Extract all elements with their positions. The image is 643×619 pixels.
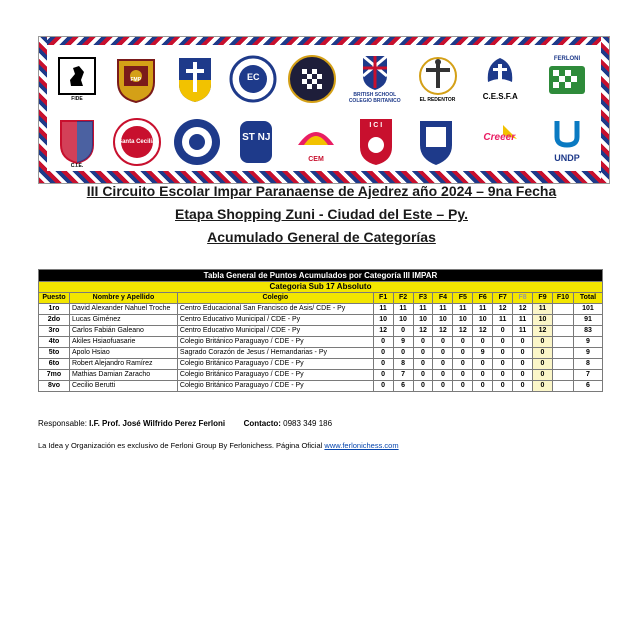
cell-f2: 11	[393, 304, 413, 315]
cell-f1: 10	[373, 315, 393, 326]
cell-f4: 0	[433, 348, 453, 359]
cell-f9: 11	[533, 304, 553, 315]
cell-total: 101	[573, 304, 602, 315]
cell-puesto: 8vo	[39, 381, 70, 392]
ferloni-logo: FERLONI	[537, 52, 597, 106]
cell-f2: 9	[393, 337, 413, 348]
category-label: Categoria Sub 17 Absoluto	[39, 282, 603, 293]
cell-f2: 0	[393, 348, 413, 359]
table-row	[39, 337, 603, 348]
cell-f10	[552, 326, 573, 337]
cell-f9: 12	[533, 326, 553, 337]
col-header-f5: F5	[453, 293, 473, 304]
cell-total: 9	[573, 348, 602, 359]
cell-total: 6	[573, 381, 602, 392]
col-header-f10: F10	[552, 293, 573, 304]
col-header-f3: F3	[413, 293, 433, 304]
cell-f8: 0	[513, 370, 533, 381]
cell-f8: 11	[513, 315, 533, 326]
page-title: III Circuito Escolar Impar Paranaense de Ajedrez año 2024 – 9na Fecha	[86, 183, 557, 199]
banner-stripe-top	[39, 37, 609, 45]
cell-f4: 10	[433, 315, 453, 326]
cell-puesto: 2do	[39, 315, 70, 326]
logo-row-1	[51, 49, 597, 109]
cell-f3: 10	[413, 315, 433, 326]
cell-f5: 0	[453, 359, 473, 370]
cell-f6: 9	[473, 348, 493, 359]
cell-f6: 10	[473, 315, 493, 326]
col-header-f1: F1	[373, 293, 393, 304]
cell-f10	[552, 359, 573, 370]
cell-f3: 0	[413, 348, 433, 359]
cell-f1: 0	[373, 348, 393, 359]
cell-puesto: 4to	[39, 337, 70, 348]
cell-f3: 0	[413, 359, 433, 370]
cell-f8: 11	[513, 326, 533, 337]
cell-f2: 6	[393, 381, 413, 392]
cell-f9: 0	[533, 337, 553, 348]
cell-f6: 12	[473, 326, 493, 337]
table-row	[39, 359, 603, 370]
contact-label: Contacto:	[243, 419, 281, 428]
cell-f4: 0	[433, 359, 453, 370]
cesfa-logo: C.E.S.F.A	[470, 52, 530, 106]
banner-stripe-left	[39, 37, 47, 183]
col-header-f7: F7	[493, 293, 513, 304]
col-header-puesto: Puesto	[39, 293, 70, 304]
cell-f4: 0	[433, 337, 453, 348]
cell-f6: 11	[473, 304, 493, 315]
cell-colegio: Centro Educacional San Francisco de Asis/ CDE - Py	[177, 304, 373, 315]
cell-f9: 0	[533, 370, 553, 381]
ec-logo: EC	[227, 52, 279, 106]
cell-f7: 0	[493, 359, 513, 370]
cell-nombre: Lucas Giménez	[69, 315, 177, 326]
logo-row-2	[51, 113, 597, 171]
cell-puesto: 1ro	[39, 304, 70, 315]
cell-f5: 10	[453, 315, 473, 326]
cell-f5: 0	[453, 381, 473, 392]
cell-f4: 12	[433, 326, 453, 337]
cell-colegio: Sagrado Corazón de Jesus / Hernandarias - Py	[177, 348, 373, 359]
cell-total: 83	[573, 326, 602, 337]
shield-school-logo	[410, 115, 462, 169]
cell-f5: 12	[453, 326, 473, 337]
cell-f9: 10	[533, 315, 553, 326]
cell-f10	[552, 370, 573, 381]
table-row	[39, 381, 603, 392]
colegio-cielo-logo	[171, 115, 223, 169]
cell-f1: 0	[373, 381, 393, 392]
cell-f6: 0	[473, 381, 493, 392]
cell-f7: 0	[493, 348, 513, 359]
table-row	[39, 315, 603, 326]
section-title: Acumulado General de Categorías	[207, 229, 436, 245]
cell-f3: 0	[413, 370, 433, 381]
cell-f7: 0	[493, 381, 513, 392]
col-header-f4: F4	[433, 293, 453, 304]
cell-f10	[552, 304, 573, 315]
cell-f10	[552, 348, 573, 359]
cell-colegio: Colegio Británico Paraguayo / CDE - Py	[177, 337, 373, 348]
cell-f7: 0	[493, 326, 513, 337]
cell-f4: 0	[433, 381, 453, 392]
fmp-logo: FMP	[110, 52, 162, 106]
cell-f2: 7	[393, 370, 413, 381]
responsible-line	[38, 419, 332, 428]
cell-nombre: David Alexander Nahuel Troche	[69, 304, 177, 315]
cell-total: 91	[573, 315, 602, 326]
cell-colegio: Centro Educativo Municipal / CDE - Py	[177, 315, 373, 326]
table-caption: Tabla General de Puntos Acumulados por Categoría III IMPAR	[39, 270, 603, 282]
cell-nombre: Akiles Hsiaofuasarie	[69, 337, 177, 348]
organization-note	[38, 441, 399, 450]
responsible-name: I.F. Prof. José Wilfrido Perez Ferloni	[89, 419, 226, 428]
cell-f1: 0	[373, 370, 393, 381]
undp-logo: UNDP	[537, 115, 597, 169]
cell-puesto: 6to	[39, 359, 70, 370]
col-header-colegio: Colegio	[177, 293, 373, 304]
col-header-f9: F9	[533, 293, 553, 304]
col-header-f8: F8	[513, 293, 533, 304]
cell-f3: 0	[413, 337, 433, 348]
cell-f5: 0	[453, 348, 473, 359]
banner-stripe-right	[601, 37, 609, 183]
cell-f2: 10	[393, 315, 413, 326]
cell-f10	[552, 381, 573, 392]
el-redentor-logo: EL REDENTOR	[412, 52, 464, 106]
organization-text: La Idea y Organización es exclusivo de Ferloni Group By Ferlonichess. Página Oficial	[38, 441, 325, 450]
responsible-label: Responsable:	[38, 419, 87, 428]
cell-f7: 12	[493, 304, 513, 315]
cell-f10	[552, 337, 573, 348]
cell-puesto: 7mo	[39, 370, 70, 381]
cell-nombre: Mathias Damian Zaracho	[69, 370, 177, 381]
cem-logo: CEM	[290, 115, 342, 169]
cell-f8: 12	[513, 304, 533, 315]
chess-club-logo	[286, 52, 338, 106]
cell-colegio: Centro Educativo Municipal / CDE - Py	[177, 326, 373, 337]
cell-f7: 0	[493, 337, 513, 348]
cell-f2: 0	[393, 326, 413, 337]
cell-f5: 11	[453, 304, 473, 315]
cell-f1: 12	[373, 326, 393, 337]
table-row	[39, 326, 603, 337]
cell-colegio: Colegio Británico Paraguayo / CDE - Py	[177, 370, 373, 381]
cell-f8: 0	[513, 359, 533, 370]
table-row	[39, 370, 603, 381]
ici-logo: I C I	[350, 115, 402, 169]
col-header-f2: F2	[393, 293, 413, 304]
cell-total: 8	[573, 359, 602, 370]
cell-total: 9	[573, 337, 602, 348]
cell-puesto: 5to	[39, 348, 70, 359]
banner-stripe-bottom	[39, 171, 609, 183]
official-site-link[interactable]: www.ferlonichess.com	[324, 441, 399, 450]
cell-f2: 8	[393, 359, 413, 370]
cross-school-logo	[169, 52, 221, 106]
cell-nombre: Apolo Hsiao	[69, 348, 177, 359]
col-header-total: Total	[573, 293, 602, 304]
cell-f7: 11	[493, 315, 513, 326]
table-header-row	[39, 293, 603, 304]
col-header-f6: F6	[473, 293, 493, 304]
stnj-logo: ST NJ	[230, 115, 282, 169]
standings-table	[38, 269, 603, 392]
creeer-logo: Creeer	[469, 115, 529, 169]
cell-f9: 0	[533, 359, 553, 370]
cell-f10	[552, 315, 573, 326]
cell-f9: 0	[533, 381, 553, 392]
cell-total: 7	[573, 370, 602, 381]
cell-f6: 0	[473, 337, 493, 348]
cell-f4: 11	[433, 304, 453, 315]
cell-nombre: Carlos Fabián Galeano	[69, 326, 177, 337]
cell-nombre: Robert Alejandro Ramírez	[69, 359, 177, 370]
cell-f1: 11	[373, 304, 393, 315]
cell-nombre: Cecilio Berutti	[69, 381, 177, 392]
table-row	[39, 348, 603, 359]
cell-f4: 0	[433, 370, 453, 381]
cell-f8: 0	[513, 381, 533, 392]
sponsor-banner	[38, 36, 610, 184]
cell-f6: 0	[473, 359, 493, 370]
cell-f8: 0	[513, 348, 533, 359]
fide-logo: FIDE	[51, 52, 103, 106]
table-row	[39, 304, 603, 315]
cell-colegio: Colegio Británico Paraguayo / CDE - Py	[177, 359, 373, 370]
cell-f3: 12	[413, 326, 433, 337]
cell-f1: 0	[373, 337, 393, 348]
cie-logo: C.I.E.	[51, 115, 103, 169]
contact-value: 0983 349 186	[283, 419, 333, 428]
col-header-nombre: Nombre y Apellido	[69, 293, 177, 304]
cell-f7: 0	[493, 370, 513, 381]
santa-cecilia-logo: Santa Cecilia	[111, 115, 163, 169]
cell-f5: 0	[453, 370, 473, 381]
british-school-logo: BRITISH SCHOOL COLEGIO BRITANICO	[345, 52, 405, 106]
cell-f5: 0	[453, 337, 473, 348]
page-subtitle: Etapa Shopping Zuni - Ciudad del Este – Py.	[175, 206, 468, 222]
table-body	[39, 304, 603, 392]
cell-puesto: 3ro	[39, 326, 70, 337]
cell-f3: 0	[413, 381, 433, 392]
cell-f8: 0	[513, 337, 533, 348]
cell-f6: 0	[473, 370, 493, 381]
cell-colegio: Colegio Británico Paraguayo / CDE - Py	[177, 381, 373, 392]
cell-f9: 0	[533, 348, 553, 359]
cell-f1: 0	[373, 359, 393, 370]
cell-f3: 11	[413, 304, 433, 315]
